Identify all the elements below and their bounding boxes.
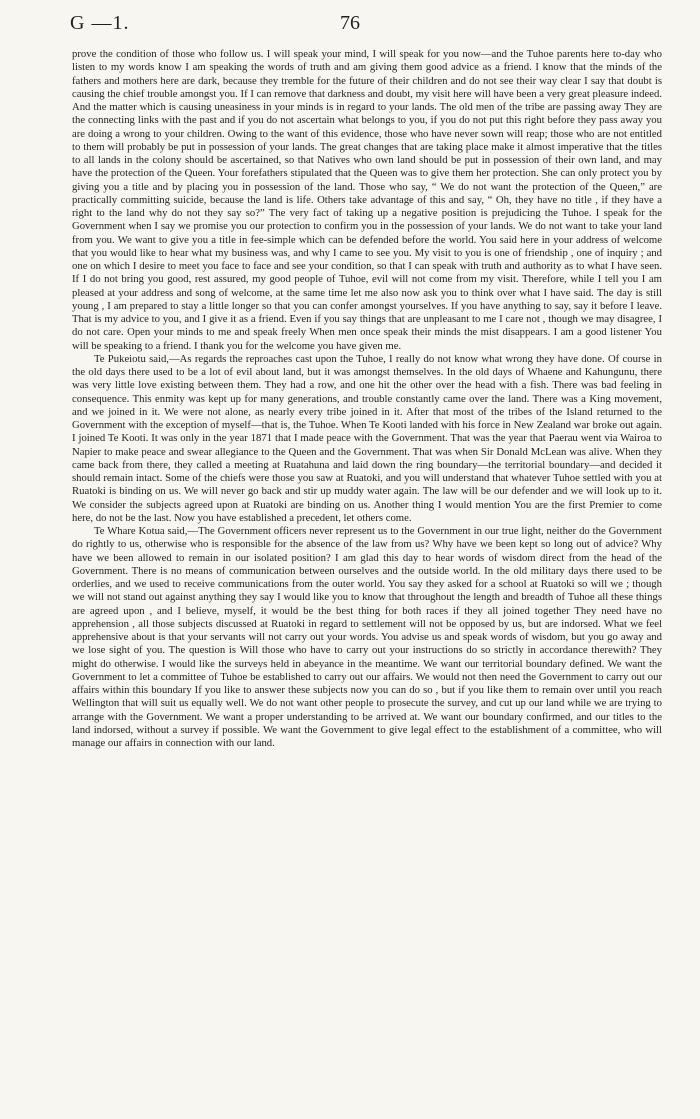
paragraph-te-pukeiotu: Te Pukeiotu said,—As regards the reproaches cast upon the Tuhoe, I really do not know what wrong they have done. Of course in the old days there used to be a lot of evil about land, but it was amongst themselves. In the old days of Whaene and Kahungunu, there was very little love existing between them. They had a row, and one hit the other over the head with a fish. There was bad feeling in consequence. This enmity was kept up for many generations, and trouble constantly came over the land. There was a King movement, and we joined in it. We were not alone, as nearly every tribe joined in it. After that most of the tribes of the Island returned to the Government with the exception of myself—that is, the Tuhoe. When Te Kooti landed with his force in New Zealand war broke out again. I joined Te Kooti. It was only in the year 1871 that I made peace with the Government. That was the year that Paerau went via Wairoa to Napier to make peace and swear allegiance to the Queen and the Government. That was when Sir Donald McLean was alive. When they came back from there, they called a meeting at Ruatahuna and laid down the ring boundary—the territorial boundary—and decided it should remain intact. Some of the chiefs were those you saw at Ruatoki, and you will understand that whatever Tuhoe settled with you at Ruatoki is binding on us. We will never go back and stir up muddy water again. The law will be our defender and we will look up to it. We consider the subjects agreed upon at Ruatoki are binding on us. Another thing I would mention You are the first Premier to come here, do not be the last. Now you have established a precedent, let others come. (72, 352, 662, 524)
body-text (72, 48, 662, 750)
document-reference: G —1. (70, 12, 130, 34)
page-header (70, 12, 660, 42)
paragraph-continued: prove the condition of those who follow us. I will speak your mind, I will speak for you now—and the Tuhoe parents here to-day who listen to my words know I am speaking the words of truth and am giving them good advice as a friend. I know that the minds of the fathers and mothers here are dark, because they tremble for the future of their children and do not see their way clear I say that doubt is causing the chief trouble amongst you. If I can remove that darkness and doubt, my visit here will have been a very great pleasure indeed. And the matter which is causing uneasiness in your minds is in regard to your lands. The old men of the tribe are passing away They are the connecting links with the past and if you do not ascertain what belongs to you, if you do not put this right before they pass away you are doing a wrong to your children. Owing to the want of this evidence, those who have never sown will reap; those who are not entitled to them will probably be put in possession of your lands. The great changes that are taking place make it almost imperative that the titles to all lands in the colony should be ascertained, so that Natives who own land should be put in possession of their own land, and may have the protection of the Queen. Your forefathers stipulated that the Queen was to give them her protection. She can only protect you by giving you a title and by placing you in possession of the land. Those who say, “ We do not want the protection of the Queen,” are practically committing suicide, because the land is life. Others take advantage of this and say, “ Oh, they have no title , if they have a right to the land why do not they say so?” The very fact of taking up a negative position is prejudicing the Tuhoe. I speak for the Government when I say we promise you our protection to confirm you in the possession of your lands. We do not want to take your land from you. We want to give you a title in fee-simple which can be defended before the world. You said here in your address of welcome that you would like to hear what my business was, and why I came to see you. My visit to you is one of friendship , one of inquiry ; and one on which I desire to meet you face to face and see your condition, so that I can speak with truth and authority as to what I have seen. If I do not bring you good, rest assured, my good people of Tuhoe, evil will not come from my visit. Therefore, while I tell you I am pleased at your address and song of welcome, at the same time let me also now ask you to think over what I have said. The day is still young , I am prepared to stay a little longer so that you can confer amongst yourselves. If you have anything to say, say it before I leave. That is my advice to you, and I give it as a friend. Even if you say things that are unpleasant to me I care not , though we may disagree, I do not care. Open your minds to me and speak freely When men once speak their minds the mist disappears. I am a good listener You will be speaking to a friend. I thank you for the welcome you have given me. (72, 48, 662, 352)
page-number: 76 (340, 12, 360, 34)
paragraph-te-whare-kotua: Te Whare Kotua said,—The Government officers never represent us to the Government in our true light, neither do the Government do rightly to us, otherwise who is responsible for the absence of the law from us? Why have we been kept so long out of advice? Why have we been allowed to remain in our isolated position? I am glad this day to hear words of wisdom direct from the head of the Government. There is no means of communication between ourselves and the outside world. In the old military days there used to be orderlies, and we used to receive communications from the outer world. You say they asked for a school at Ruatoki so will we ; though we will not stand out against anything they say I would like you to know that throughout the length and breadth of Tuhoe all these things are agreed upon , and I believe, myself, it would be the best thing for both races if they all joined together They need have no apprehension , all those subjects discussed at Ruatoki in regard to settlement will not be opposed by us, but are indorsed. What we feel apprehensive about is that your servants will not carry out your words. You advise us and speak words of wisdom, but you go away and we lose sight of you. The question is Will those who have to carry out your instructions do so strictly in accordance therewith? They might do otherwise. I would like the surveys held in abeyance in the meantime. We want our territorial boundary defined. We want the Government to let a committee of Tuhoe be established to carry out our affairs. We would not then need the Government to carry out our affairs within this boundary If you like to answer these subjects now you can do so , but if you like them to remain over until you reach Wellington that will suit us equally well. We do not want other people to prosecute the survey, and cut up our land while we are trying to arrange with the Government. We want a proper understanding to be arrived at. We want our boundary confirmed, and our titles to the land indorsed, without a survey if possible. We want the Government to give legal effect to the establishment of a committee, who will manage our affairs in connection with our land. (72, 525, 662, 749)
